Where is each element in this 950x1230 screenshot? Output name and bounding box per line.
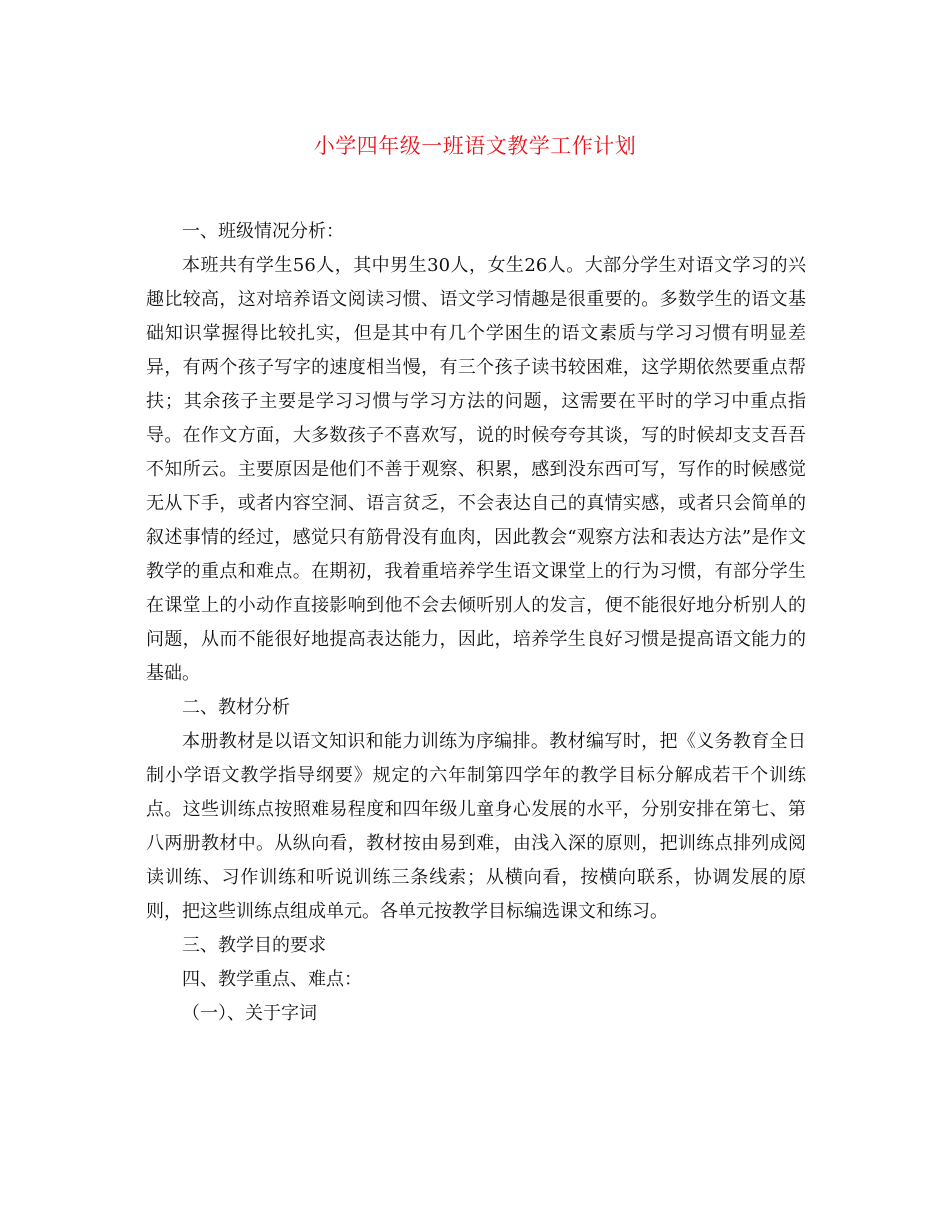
section-heading-key-points: 四、教学重点、难点： — [182, 969, 362, 990]
document-title: 小学四年级一班语文教学工作计划 — [313, 134, 637, 158]
document-body — [146, 215, 806, 1031]
section-heading-textbook-analysis: 二、教材分析 — [182, 697, 290, 718]
section-heading-teaching-goals: 三、教学目的要求 — [182, 935, 326, 956]
paragraph-class-analysis: 本班共有学生56人，其中男生30人，女生26人。大部分学生对语文学习的兴趣比较高，这对培养语文阅读习惯、语文学习情趣是很重要的。多数学生的语文基础知识掌握得比较扎实，但是其中有几个学困生的语文素质与学习习惯有明显差异，有两个孩子写字的速度相当慢，有三个孩子读书较困难，这学期依然要重点帮扶；其余孩子主要是学习习惯与学习方法的问题，这需要在平时的学习中重点指导。在作文方面，大多数孩子不喜欢写，说的时候夸夸其谈，写的时候却支支吾吾不知所云。主要原因是他们不善于观察、积累，感到没东西可写，写作的时候感觉无从下手，或者内容空洞、语言贫乏，不会表达自己的真情实感，或者只会简单的叙述事情的经过，感觉只有筋骨没有血肉，因此教会“观察方法和表达方法”是作文教学的重点和难点。在期初，我着重培养学生语文课堂上的行为习惯，有部分学生在课堂上的小动作直接影响到他不会去倾听别人的发言，便不能很好地分析别人的问题，从而不能很好地提高表达能力，因此，培养学生良好习惯是提高语文能力的基础。 — [146, 255, 806, 684]
section-heading-class-analysis: 一、班级情况分析： — [182, 221, 344, 242]
subsection-heading-characters-words: （一）、关于字词 — [182, 1003, 317, 1024]
paragraph-textbook-analysis: 本册教材是以语文知识和能力训练为序编排。教材编写时，把《义务教育全日制小学语文教学指导纲要》规定的六年制第四学年的教学目标分解成若干个训练点。这些训练点按照难易程度和四年级儿童身心发展的水平，分别安排在第七、第八两册教材中。从纵向看，教材按由易到难，由浅入深的原则，把训练点排列成阅读训练、习作训练和听说训练三条线索；从横向看，按横向联系，协调发展的原则，把这些训练点组成单元。各单元按教学目标编选课文和练习。 — [146, 731, 806, 922]
